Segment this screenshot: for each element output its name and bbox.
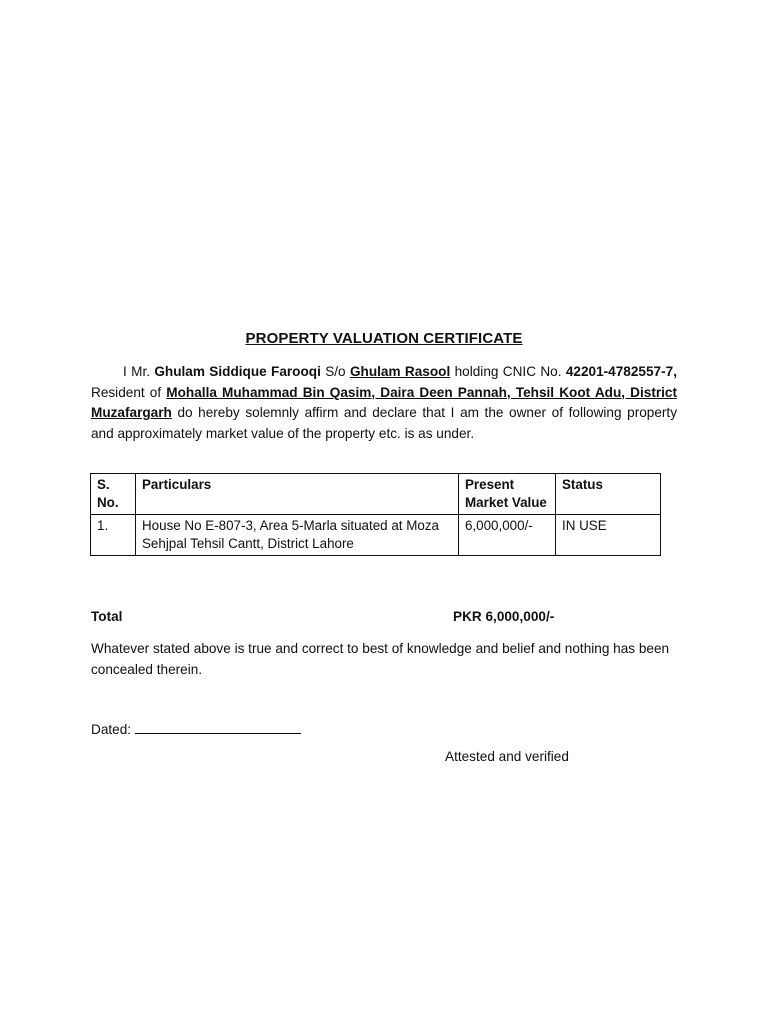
dated-line <box>91 719 301 737</box>
resident-address: Mohalla Muhammad Bin Qasim, Daira Deen Pannah, Tehsil Koot Adu, District Muzafargarh <box>91 384 678 420</box>
property-table <box>90 473 661 556</box>
declaration-text: holding CNIC No. <box>454 364 562 379</box>
total-label: Total <box>91 609 123 624</box>
declaration-text: I Mr. <box>123 364 150 379</box>
header-market-value: Present Market Value <box>459 474 556 515</box>
owner-name: Ghulam Siddique Farooqi <box>154 364 321 379</box>
header-particulars: Particulars <box>136 474 459 515</box>
dated-label: Dated: <box>91 722 132 737</box>
father-name: Ghulam Rasool <box>349 364 451 379</box>
truth-statement: Whatever stated above is true and correct to best of knowledge and belief and nothing has been concealed therein. <box>91 641 670 677</box>
table-header-row <box>91 474 661 515</box>
declaration-text: S/o <box>325 364 346 379</box>
table-row <box>91 515 661 556</box>
document-title: PROPERTY VALUATION CERTIFICATE <box>245 330 523 347</box>
declaration-text: Resident of <box>91 384 162 400</box>
cnic-number: 42201-4782557-7, <box>565 364 677 379</box>
cell-market-value: 6,000,000/- <box>459 515 556 556</box>
total-value: PKR 6,000,000/- <box>453 609 555 624</box>
header-serial-no: S. No. <box>91 474 136 515</box>
cell-status: IN USE <box>556 515 661 556</box>
cell-particulars: House No E-807-3, Area 5-Marla situated at Moza Sehjpal Tehsil Cantt, District Lahore <box>136 515 459 556</box>
declaration-paragraph <box>91 362 677 444</box>
cell-serial-no: 1. <box>91 515 136 556</box>
header-status: Status <box>556 474 661 515</box>
attested-verified: Attested and verified <box>445 749 569 764</box>
declaration-text: do hereby solemnly affirm and declare that I am the owner of following property and approximately market value of the property etc. is as under. <box>91 405 677 441</box>
date-blank-line <box>135 719 301 734</box>
